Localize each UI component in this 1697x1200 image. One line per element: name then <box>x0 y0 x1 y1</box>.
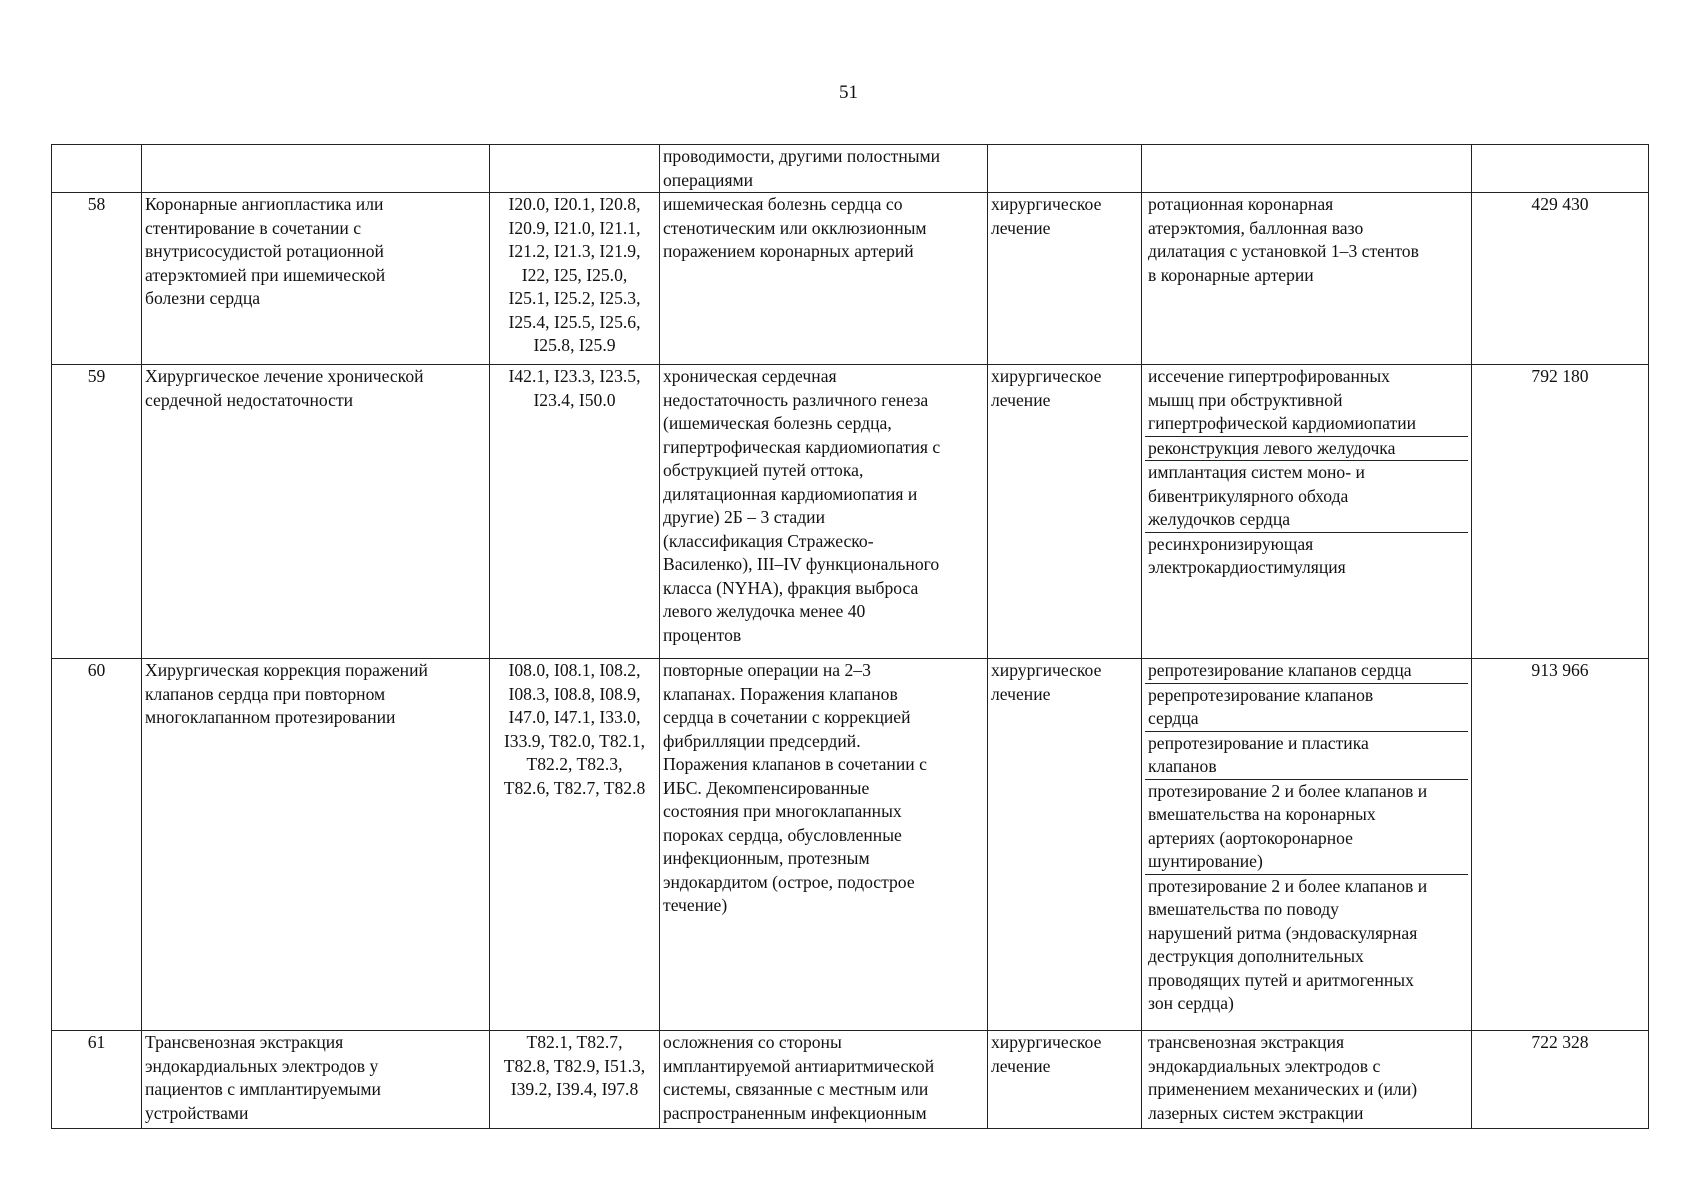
text-line: применением механических и (или) <box>1148 1079 1418 1099</box>
method-item <box>1145 732 1468 780</box>
text-line: I42.1, I23.3, I23.5, <box>508 366 641 386</box>
text-line: класса (NYHA), фракция выброса <box>663 577 919 598</box>
text-line: реконструкция левого желудочка <box>1148 437 1396 458</box>
text-line: распространенным инфекционным <box>663 1102 927 1123</box>
cell-treatment <box>988 1031 1142 1129</box>
text-line: вмешательства по поводу <box>1148 899 1339 919</box>
cell-num <box>52 145 142 193</box>
cell-methods <box>1142 659 1472 1031</box>
text-line: хирургическое <box>991 194 1102 214</box>
procedures-table <box>51 144 1649 1129</box>
text-line: нарушений ритма (эндоваскулярная <box>1148 922 1418 943</box>
text-line: течение) <box>663 895 728 915</box>
text-line: левого желудочка менее 40 <box>663 601 866 621</box>
text-line: зон сердца) <box>1148 993 1234 1013</box>
cell-codes <box>490 1031 660 1129</box>
text-line: протезирование 2 и более клапанов и <box>1148 875 1428 896</box>
text-line: I25.4, I25.5, I25.6, <box>508 311 641 332</box>
cell-condition <box>660 365 988 659</box>
text-line: эндокардиальных электродов с <box>1148 1055 1381 1076</box>
continuation-row <box>52 145 1649 193</box>
cell-name <box>142 1031 490 1129</box>
text-line: репротезирование клапанов сердца <box>1148 660 1412 680</box>
text-line: I22, I25, I25.0, <box>521 264 628 285</box>
text-line: трансвенозная экстракция <box>1148 1032 1345 1052</box>
cell-codes <box>490 659 660 1031</box>
text-line: бивентрикулярного обхода <box>1148 485 1349 506</box>
text-line: проводящих путей и аритмогенных <box>1148 969 1414 990</box>
text-line: T82.8, T82.9, I51.3, <box>503 1055 646 1076</box>
text-line: I23.4, I50.0 <box>533 389 616 410</box>
text-line: I20.0, I20.1, I20.8, <box>508 194 641 214</box>
text-line: пациентов с имплантируемыми <box>145 1079 381 1099</box>
text-line: Хирургическая коррекция поражений <box>145 660 428 680</box>
method-item <box>1145 533 1468 580</box>
text-line: эндокардитом (острое, подострое <box>663 871 915 892</box>
text-line: проводимости, другими полостными <box>663 146 941 166</box>
text-line: устройствами <box>145 1102 249 1123</box>
text-line: I39.2, I39.4, I97.8 <box>510 1079 639 1099</box>
cell-condition <box>660 659 988 1031</box>
text-line: поражением коронарных артерий <box>663 241 914 261</box>
text-line: обструкцией путей оттока, <box>663 460 864 480</box>
text-line: лечение <box>991 389 1051 410</box>
table-row <box>52 659 1649 1031</box>
cell-treatment <box>988 145 1142 193</box>
cell-treatment <box>988 193 1142 365</box>
cell-cost: 722 328 <box>1472 1031 1649 1129</box>
text-line: операциями <box>663 169 754 190</box>
text-line: хирургическое <box>991 366 1102 386</box>
cell-name <box>142 365 490 659</box>
method-item <box>1145 365 1468 437</box>
text-line: I25.8, I25.9 <box>533 335 616 355</box>
method-item <box>1145 461 1468 533</box>
text-line: артериях (аортокоронарное <box>1148 827 1353 848</box>
table-body <box>52 145 1649 1129</box>
table-row <box>52 193 1649 365</box>
text-line: хирургическое <box>991 660 1102 680</box>
text-line: атерэктомия, баллонная вазо <box>1148 217 1364 238</box>
text-line: (ишемическая болезнь сердца, <box>663 413 892 433</box>
text-line: осложнения со стороны <box>663 1032 842 1052</box>
text-line: в коронарные артерии <box>1148 264 1314 285</box>
page-number: 51 <box>839 82 858 103</box>
text-line: клапанов сердца при повторном <box>145 683 386 704</box>
text-line: лечение <box>991 1055 1051 1076</box>
text-line: хирургическое <box>991 1032 1102 1052</box>
text-line: Коронарные ангиопластика или <box>145 194 384 214</box>
table-row <box>52 365 1649 659</box>
text-line: мышц при обструктивной <box>1148 389 1343 410</box>
table-row <box>52 1031 1649 1129</box>
text-line: пороках сердца, обусловленные <box>663 824 902 845</box>
cell-condition <box>660 193 988 365</box>
cell-condition <box>660 145 988 193</box>
text-line: T82.6, T82.7, T82.8 <box>503 777 646 798</box>
text-line: I08.0, I08.1, I08.2, <box>508 660 641 680</box>
text-line: вмешательства на коронарных <box>1148 804 1376 824</box>
method-item <box>1145 193 1468 287</box>
text-line: эндокардиальных электродов у <box>145 1055 379 1076</box>
cell-methods <box>1142 193 1472 365</box>
text-line: внутрисосудистой ротационной <box>145 241 384 261</box>
text-line: Василенко), III–IV функционального <box>663 554 940 574</box>
text-line: атерэктомией при ишемической <box>145 264 386 285</box>
cell-treatment <box>988 659 1142 1031</box>
cell-num: 58 <box>52 193 142 365</box>
text-line: лечение <box>991 683 1051 704</box>
text-line: многоклапанном протезировании <box>145 707 396 727</box>
cell-codes <box>490 145 660 193</box>
cell-methods <box>1142 1031 1472 1129</box>
text-line: электрокардиостимуляция <box>1148 557 1346 577</box>
text-line: сердечной недостаточности <box>145 389 354 410</box>
cell-cost: 792 180 <box>1472 365 1649 659</box>
cell-methods <box>1142 365 1472 659</box>
text-line: протезирование 2 и более клапанов и <box>1148 780 1428 801</box>
text-line: сердца <box>1148 708 1199 728</box>
cell-cost: 913 966 <box>1472 659 1649 1031</box>
text-line: стентирование в сочетании с <box>145 217 362 238</box>
text-line: хроническая сердечная <box>663 366 837 386</box>
text-line: клапанах. Поражения клапанов <box>663 683 898 704</box>
cell-cost <box>1472 145 1649 193</box>
text-line: клапанов <box>1148 756 1217 776</box>
text-line: ИБС. Декомпенсированные <box>663 777 870 798</box>
cell-condition <box>660 1031 988 1129</box>
cell-name <box>142 145 490 193</box>
text-line: I08.3, I08.8, I08.9, <box>508 683 641 704</box>
text-line: дилатация с установкой 1–3 стентов <box>1148 241 1419 261</box>
cell-cost: 429 430 <box>1472 193 1649 365</box>
cell-codes <box>490 193 660 365</box>
text-line: фибрилляции предсердий. <box>663 730 861 751</box>
text-line: шунтирование) <box>1148 851 1263 871</box>
method-item <box>1145 1031 1468 1125</box>
cell-name <box>142 193 490 365</box>
text-line: имплантируемой антиаритмической <box>663 1055 935 1076</box>
text-line: недостаточность различного генеза <box>663 389 929 410</box>
text-line: стенотическим или окклюзионным <box>663 217 927 238</box>
text-line: деструкция дополнительных <box>1148 946 1364 966</box>
text-line: дилятационная кардиомиопатия и <box>663 483 918 504</box>
cell-name <box>142 659 490 1031</box>
cell-treatment <box>988 365 1142 659</box>
text-line: гипертрофической кардиомиопатии <box>1148 413 1417 433</box>
text-line: повторные операции на 2–3 <box>663 660 871 680</box>
text-line: ротационная коронарная <box>1148 194 1334 214</box>
cell-num: 59 <box>52 365 142 659</box>
text-line: другие) 2Б – 3 стадии <box>663 507 826 527</box>
text-line: I20.9, I21.0, I21.1, <box>508 217 641 238</box>
method-item <box>1145 659 1468 684</box>
cell-num: 60 <box>52 659 142 1031</box>
method-item <box>1145 780 1468 875</box>
text-line: болезни сердца <box>145 288 261 308</box>
text-line: системы, связанные с местным или <box>663 1079 929 1099</box>
text-line: ререпротезирование клапанов <box>1148 684 1374 705</box>
text-line: I21.2, I21.3, I21.9, <box>508 241 641 261</box>
text-line: ишемическая болезнь сердца со <box>663 194 903 214</box>
cell-num: 61 <box>52 1031 142 1129</box>
text-line: T82.2, T82.3, <box>526 754 623 774</box>
text-line: желудочков сердца <box>1148 509 1291 529</box>
method-item <box>1145 437 1468 462</box>
text-line: состояния при многоклапанных <box>663 801 902 821</box>
text-line: I25.1, I25.2, I25.3, <box>508 288 641 308</box>
text-line: Трансвенозная экстракция <box>145 1032 344 1052</box>
text-line: T82.1, T82.7, <box>526 1032 623 1052</box>
text-line: репротезирование и пластика <box>1148 732 1369 753</box>
text-line: ресинхронизирующая <box>1148 533 1314 554</box>
text-line: иссечение гипертрофированных <box>1148 366 1390 386</box>
method-item <box>1145 684 1468 732</box>
text-line: I33.9, T82.0, T82.1, <box>503 730 646 751</box>
text-line: (классификация Стражеско- <box>663 530 874 551</box>
text-line: инфекционным, протезным <box>663 848 870 868</box>
method-item <box>1145 875 1468 1016</box>
text-line: процентов <box>663 624 742 645</box>
text-line: лечение <box>991 217 1051 238</box>
cell-codes <box>490 365 660 659</box>
text-line: Хирургическое лечение хронической <box>145 366 424 386</box>
text-line: Поражения клапанов в сочетании с <box>663 754 927 774</box>
text-line: гипертрофическая кардиомиопатия с <box>663 436 941 457</box>
text-line: I47.0, I47.1, I33.0, <box>508 707 641 727</box>
text-line: имплантация систем моно- и <box>1148 462 1365 482</box>
text-line: лазерных систем экстракции <box>1148 1102 1364 1123</box>
cell-methods <box>1142 145 1472 193</box>
text-line: сердца в сочетании с коррекцией <box>663 707 911 727</box>
